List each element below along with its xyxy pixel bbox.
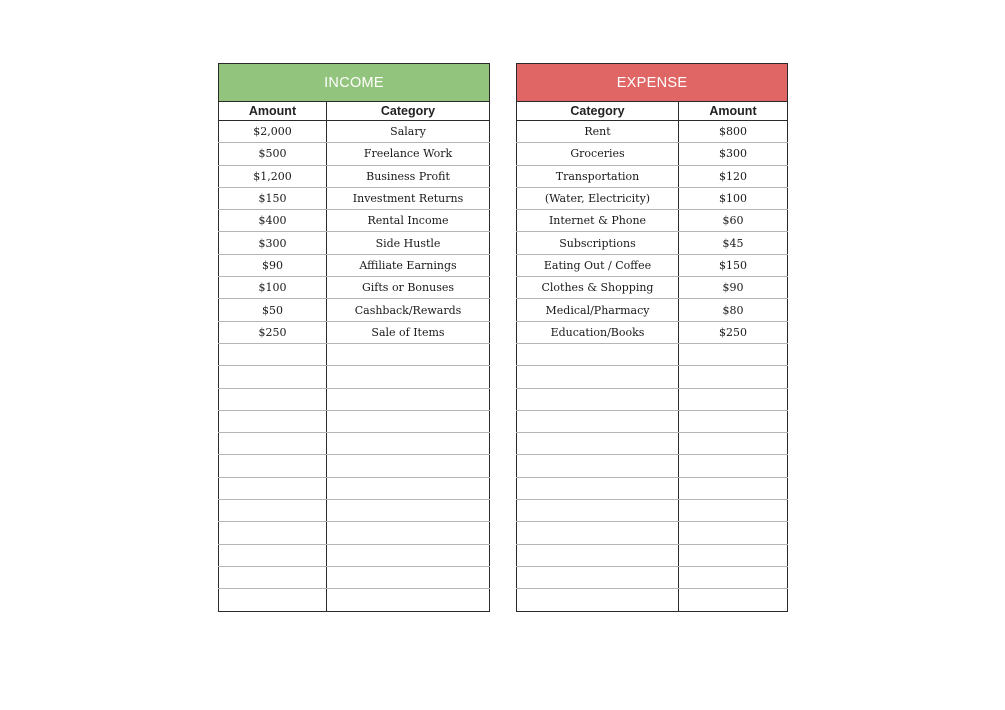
income-category-cell[interactable]: Salary xyxy=(327,121,490,143)
income-category-cell[interactable] xyxy=(327,589,490,611)
income-category-cell[interactable]: Affiliate Earnings xyxy=(327,254,490,276)
income-row xyxy=(219,210,490,232)
income-amount-cell[interactable]: $90 xyxy=(219,254,327,276)
expense-row xyxy=(517,299,788,321)
income-amount-cell[interactable] xyxy=(219,544,327,566)
income-amount-cell[interactable]: $100 xyxy=(219,277,327,299)
expense-amount-cell[interactable]: $150 xyxy=(679,254,788,276)
income-row xyxy=(219,410,490,432)
expense-row xyxy=(517,165,788,187)
income-row xyxy=(219,500,490,522)
expense-amount-cell[interactable] xyxy=(679,500,788,522)
income-row xyxy=(219,566,490,588)
expense-amount-cell[interactable]: $60 xyxy=(679,210,788,232)
expense-amount-cell[interactable] xyxy=(679,522,788,544)
expense-category-cell[interactable] xyxy=(517,366,679,388)
expense-amount-cell[interactable] xyxy=(679,589,788,611)
expense-amount-cell[interactable] xyxy=(679,455,788,477)
income-category-cell[interactable]: Investment Returns xyxy=(327,187,490,209)
expense-row xyxy=(517,210,788,232)
income-row xyxy=(219,477,490,499)
expense-category-cell[interactable]: Transportation xyxy=(517,165,679,187)
income-category-cell[interactable] xyxy=(327,343,490,365)
income-amount-cell[interactable] xyxy=(219,366,327,388)
income-amount-cell[interactable] xyxy=(219,589,327,611)
income-category-cell[interactable] xyxy=(327,544,490,566)
expense-category-cell[interactable] xyxy=(517,566,679,588)
income-category-cell[interactable] xyxy=(327,388,490,410)
expense-category-cell[interactable]: Subscriptions xyxy=(517,232,679,254)
income-amount-cell[interactable]: $300 xyxy=(219,232,327,254)
income-header-amount: Amount xyxy=(219,102,327,121)
expense-amount-cell[interactable] xyxy=(679,343,788,365)
income-category-cell[interactable] xyxy=(327,433,490,455)
income-amount-cell[interactable]: $2,000 xyxy=(219,121,327,143)
income-row xyxy=(219,165,490,187)
income-amount-cell[interactable] xyxy=(219,522,327,544)
income-category-cell[interactable] xyxy=(327,566,490,588)
expense-row xyxy=(517,254,788,276)
income-row xyxy=(219,455,490,477)
expense-row xyxy=(517,343,788,365)
expense-row xyxy=(517,455,788,477)
income-category-cell[interactable]: Freelance Work xyxy=(327,143,490,165)
expense-header-amount: Amount xyxy=(679,102,788,121)
expense-category-cell[interactable] xyxy=(517,433,679,455)
expense-row xyxy=(517,121,788,143)
expense-category-cell[interactable]: Rent xyxy=(517,121,679,143)
income-amount-cell[interactable] xyxy=(219,566,327,588)
expense-amount-cell[interactable] xyxy=(679,477,788,499)
income-amount-cell[interactable]: $250 xyxy=(219,321,327,343)
expense-amount-cell[interactable] xyxy=(679,544,788,566)
expense-amount-cell[interactable] xyxy=(679,410,788,432)
expense-row xyxy=(517,143,788,165)
expense-amount-cell[interactable]: $100 xyxy=(679,187,788,209)
income-category-cell[interactable] xyxy=(327,477,490,499)
expense-row xyxy=(517,366,788,388)
expense-category-cell[interactable]: (Water, Electricity) xyxy=(517,187,679,209)
income-amount-cell[interactable]: $50 xyxy=(219,299,327,321)
expense-rows xyxy=(517,121,788,612)
income-table xyxy=(218,63,490,612)
income-category-cell[interactable] xyxy=(327,410,490,432)
expense-row xyxy=(517,544,788,566)
expense-amount-cell[interactable]: $80 xyxy=(679,299,788,321)
income-amount-cell[interactable] xyxy=(219,433,327,455)
income-row xyxy=(219,187,490,209)
income-category-cell[interactable] xyxy=(327,455,490,477)
income-category-cell[interactable]: Rental Income xyxy=(327,210,490,232)
expense-amount-cell[interactable]: $45 xyxy=(679,232,788,254)
expense-category-cell[interactable] xyxy=(517,477,679,499)
income-row xyxy=(219,121,490,143)
expense-amount-cell[interactable]: $300 xyxy=(679,143,788,165)
income-row xyxy=(219,522,490,544)
income-category-cell[interactable] xyxy=(327,522,490,544)
expense-amount-cell[interactable] xyxy=(679,388,788,410)
expense-row xyxy=(517,410,788,432)
expense-category-cell[interactable] xyxy=(517,410,679,432)
income-row xyxy=(219,143,490,165)
expense-category-cell[interactable]: Medical/Pharmacy xyxy=(517,299,679,321)
income-category-cell[interactable] xyxy=(327,366,490,388)
income-amount-cell[interactable]: $500 xyxy=(219,143,327,165)
expense-row xyxy=(517,566,788,588)
expense-title: EXPENSE xyxy=(517,64,788,102)
income-row xyxy=(219,544,490,566)
income-row xyxy=(219,366,490,388)
income-header-category: Category xyxy=(327,102,490,121)
income-amount-cell[interactable]: $400 xyxy=(219,210,327,232)
expense-row xyxy=(517,388,788,410)
expense-category-cell[interactable]: Clothes & Shopping xyxy=(517,277,679,299)
income-category-cell[interactable] xyxy=(327,500,490,522)
income-row xyxy=(219,589,490,611)
expense-row xyxy=(517,522,788,544)
income-category-cell[interactable]: Business Profit xyxy=(327,165,490,187)
expense-category-cell[interactable] xyxy=(517,589,679,611)
income-row xyxy=(219,254,490,276)
expense-row xyxy=(517,433,788,455)
income-row xyxy=(219,433,490,455)
income-category-cell[interactable]: Gifts or Bonuses xyxy=(327,277,490,299)
income-amount-cell[interactable] xyxy=(219,410,327,432)
expense-amount-cell[interactable] xyxy=(679,566,788,588)
income-amount-cell[interactable]: $150 xyxy=(219,187,327,209)
expense-row xyxy=(517,589,788,611)
expense-category-cell[interactable] xyxy=(517,455,679,477)
expense-row xyxy=(517,187,788,209)
expense-category-cell[interactable]: Groceries xyxy=(517,143,679,165)
expense-header-category: Category xyxy=(517,102,679,121)
expense-row xyxy=(517,277,788,299)
expense-category-cell[interactable] xyxy=(517,343,679,365)
expense-category-cell[interactable]: Education/Books xyxy=(517,321,679,343)
income-amount-cell[interactable] xyxy=(219,388,327,410)
income-row xyxy=(219,343,490,365)
income-amount-cell[interactable] xyxy=(219,500,327,522)
expense-amount-cell[interactable]: $90 xyxy=(679,277,788,299)
income-row xyxy=(219,299,490,321)
expense-category-cell[interactable]: Internet & Phone xyxy=(517,210,679,232)
expense-row xyxy=(517,321,788,343)
expense-row xyxy=(517,232,788,254)
expense-amount-cell[interactable] xyxy=(679,366,788,388)
income-amount-cell[interactable] xyxy=(219,343,327,365)
expense-amount-cell[interactable] xyxy=(679,433,788,455)
expense-row xyxy=(517,477,788,499)
income-amount-cell[interactable] xyxy=(219,477,327,499)
expense-amount-cell[interactable]: $120 xyxy=(679,165,788,187)
expense-amount-cell[interactable]: $800 xyxy=(679,121,788,143)
income-row xyxy=(219,277,490,299)
income-row xyxy=(219,388,490,410)
expense-category-cell[interactable] xyxy=(517,500,679,522)
income-category-cell[interactable]: Cashback/Rewards xyxy=(327,299,490,321)
expense-table xyxy=(516,63,788,612)
expense-amount-cell[interactable]: $250 xyxy=(679,321,788,343)
expense-category-cell[interactable] xyxy=(517,522,679,544)
expense-category-cell[interactable] xyxy=(517,544,679,566)
expense-row xyxy=(517,500,788,522)
income-row xyxy=(219,232,490,254)
income-category-cell[interactable]: Sale of Items xyxy=(327,321,490,343)
expense-category-cell[interactable] xyxy=(517,388,679,410)
expense-category-cell[interactable]: Eating Out / Coffee xyxy=(517,254,679,276)
income-category-cell[interactable]: Side Hustle xyxy=(327,232,490,254)
income-rows xyxy=(219,121,490,612)
income-title: INCOME xyxy=(219,64,490,102)
income-amount-cell[interactable] xyxy=(219,455,327,477)
income-row xyxy=(219,321,490,343)
income-amount-cell[interactable]: $1,200 xyxy=(219,165,327,187)
